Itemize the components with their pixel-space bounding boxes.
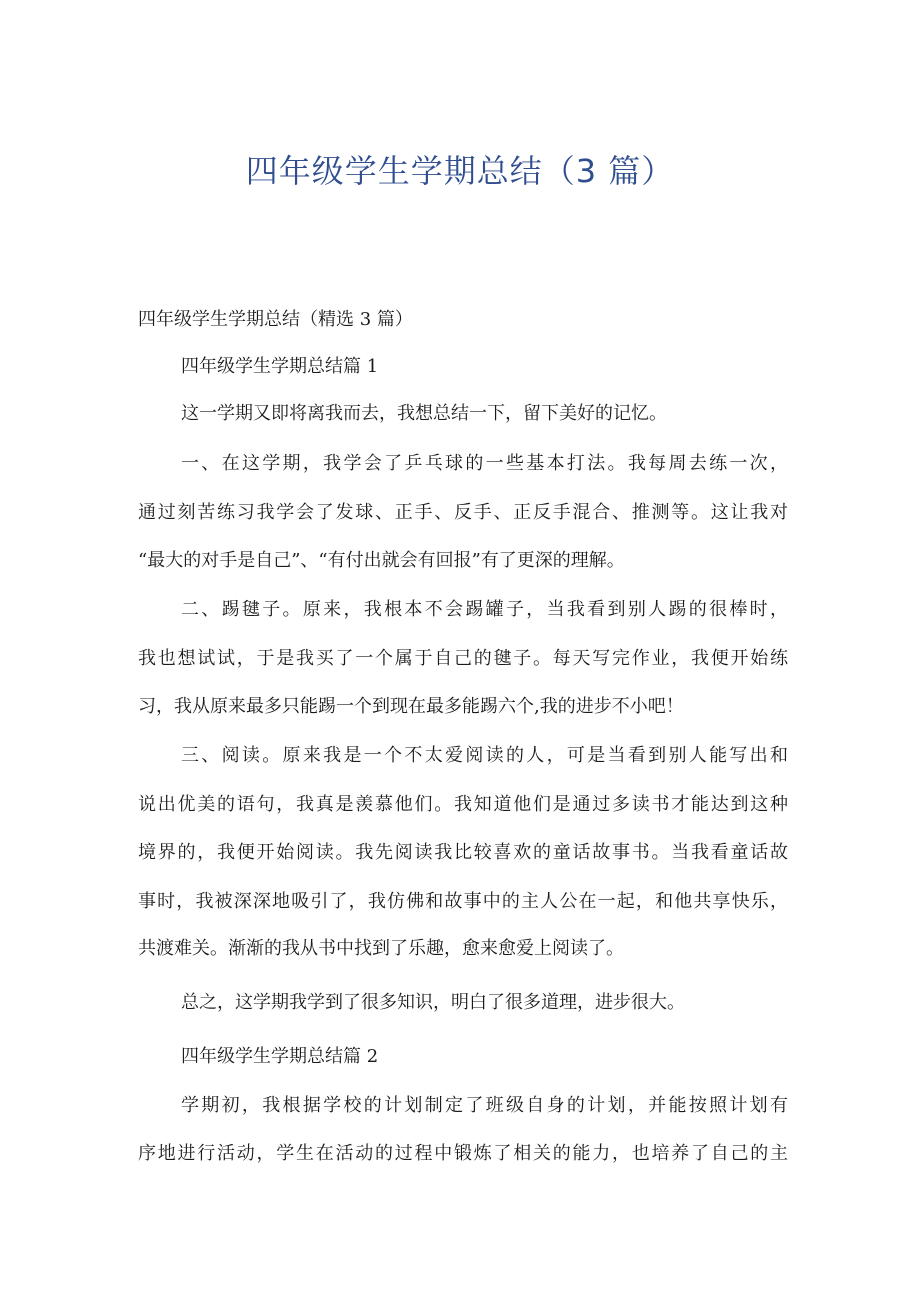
paragraph-line: 总之，这学期我学到了很多知识，明白了很多道理，进步很大。 [181, 992, 685, 1013]
paragraph-line: 习，我从原来最多只能踢一个到现在最多能踢六个,我的进步不小吧！ [138, 696, 684, 717]
paragraph-line: 我也想试试，于是我买了一个属于自己的毽子。每天写完作业，我便开始练 [138, 648, 788, 669]
section-heading-1: 四年级学生学期总结篇 1 [181, 356, 379, 377]
paragraph-line: 共渡难关。渐渐的我从书中找到了乐趣，愈来愈爱上阅读了。 [138, 938, 624, 959]
paragraph-line: 通过刻苦练习我学会了发球、正手、反手、正反手混合、推测等。这让我对 [138, 502, 788, 523]
paragraph-line: 事时，我被深深地吸引了，我仿佛和故事中的主人公在一起，和他共享快乐， [138, 891, 788, 912]
paragraph-line: 二、踢毽子。原来，我根本不会踢罐子，当我看到别人踢的很棒时， [181, 599, 788, 620]
paragraph-line: 学期初，我根据学校的计划制定了班级自身的计划，并能按照计划有 [181, 1095, 788, 1116]
paragraph-line: “最大的对手是自己”、“有付出就会有回报”有了更深的理解。 [138, 550, 625, 571]
paragraph-line: 一、在这学期，我学会了乒乓球的一些基本打法。我每周去练一次， [181, 453, 788, 474]
paragraph-line: 三、阅读。原来我是一个不太爱阅读的人，可是当看到别人能写出和 [181, 745, 788, 766]
section-heading-2: 四年级学生学期总结篇 2 [181, 1046, 379, 1067]
paragraph-line: 说出优美的语句，我真是羡慕他们。我知道他们是通过多读书才能达到这种 [138, 794, 788, 815]
paragraph-line: 境界的，我便开始阅读。我先阅读我比较喜欢的童话故事书。当我看童话故 [138, 842, 788, 863]
document-title: 四年级学生学期总结（3 篇） [245, 152, 675, 190]
paragraph-line: 序地进行活动，学生在活动的过程中锻炼了相关的能力，也培养了自己的主 [138, 1143, 788, 1164]
paragraph-line: 这一学期又即将离我而去，我想总结一下，留下美好的记忆。 [181, 403, 667, 424]
subtitle-line: 四年级学生学期总结（精选 3 篇） [138, 309, 413, 330]
